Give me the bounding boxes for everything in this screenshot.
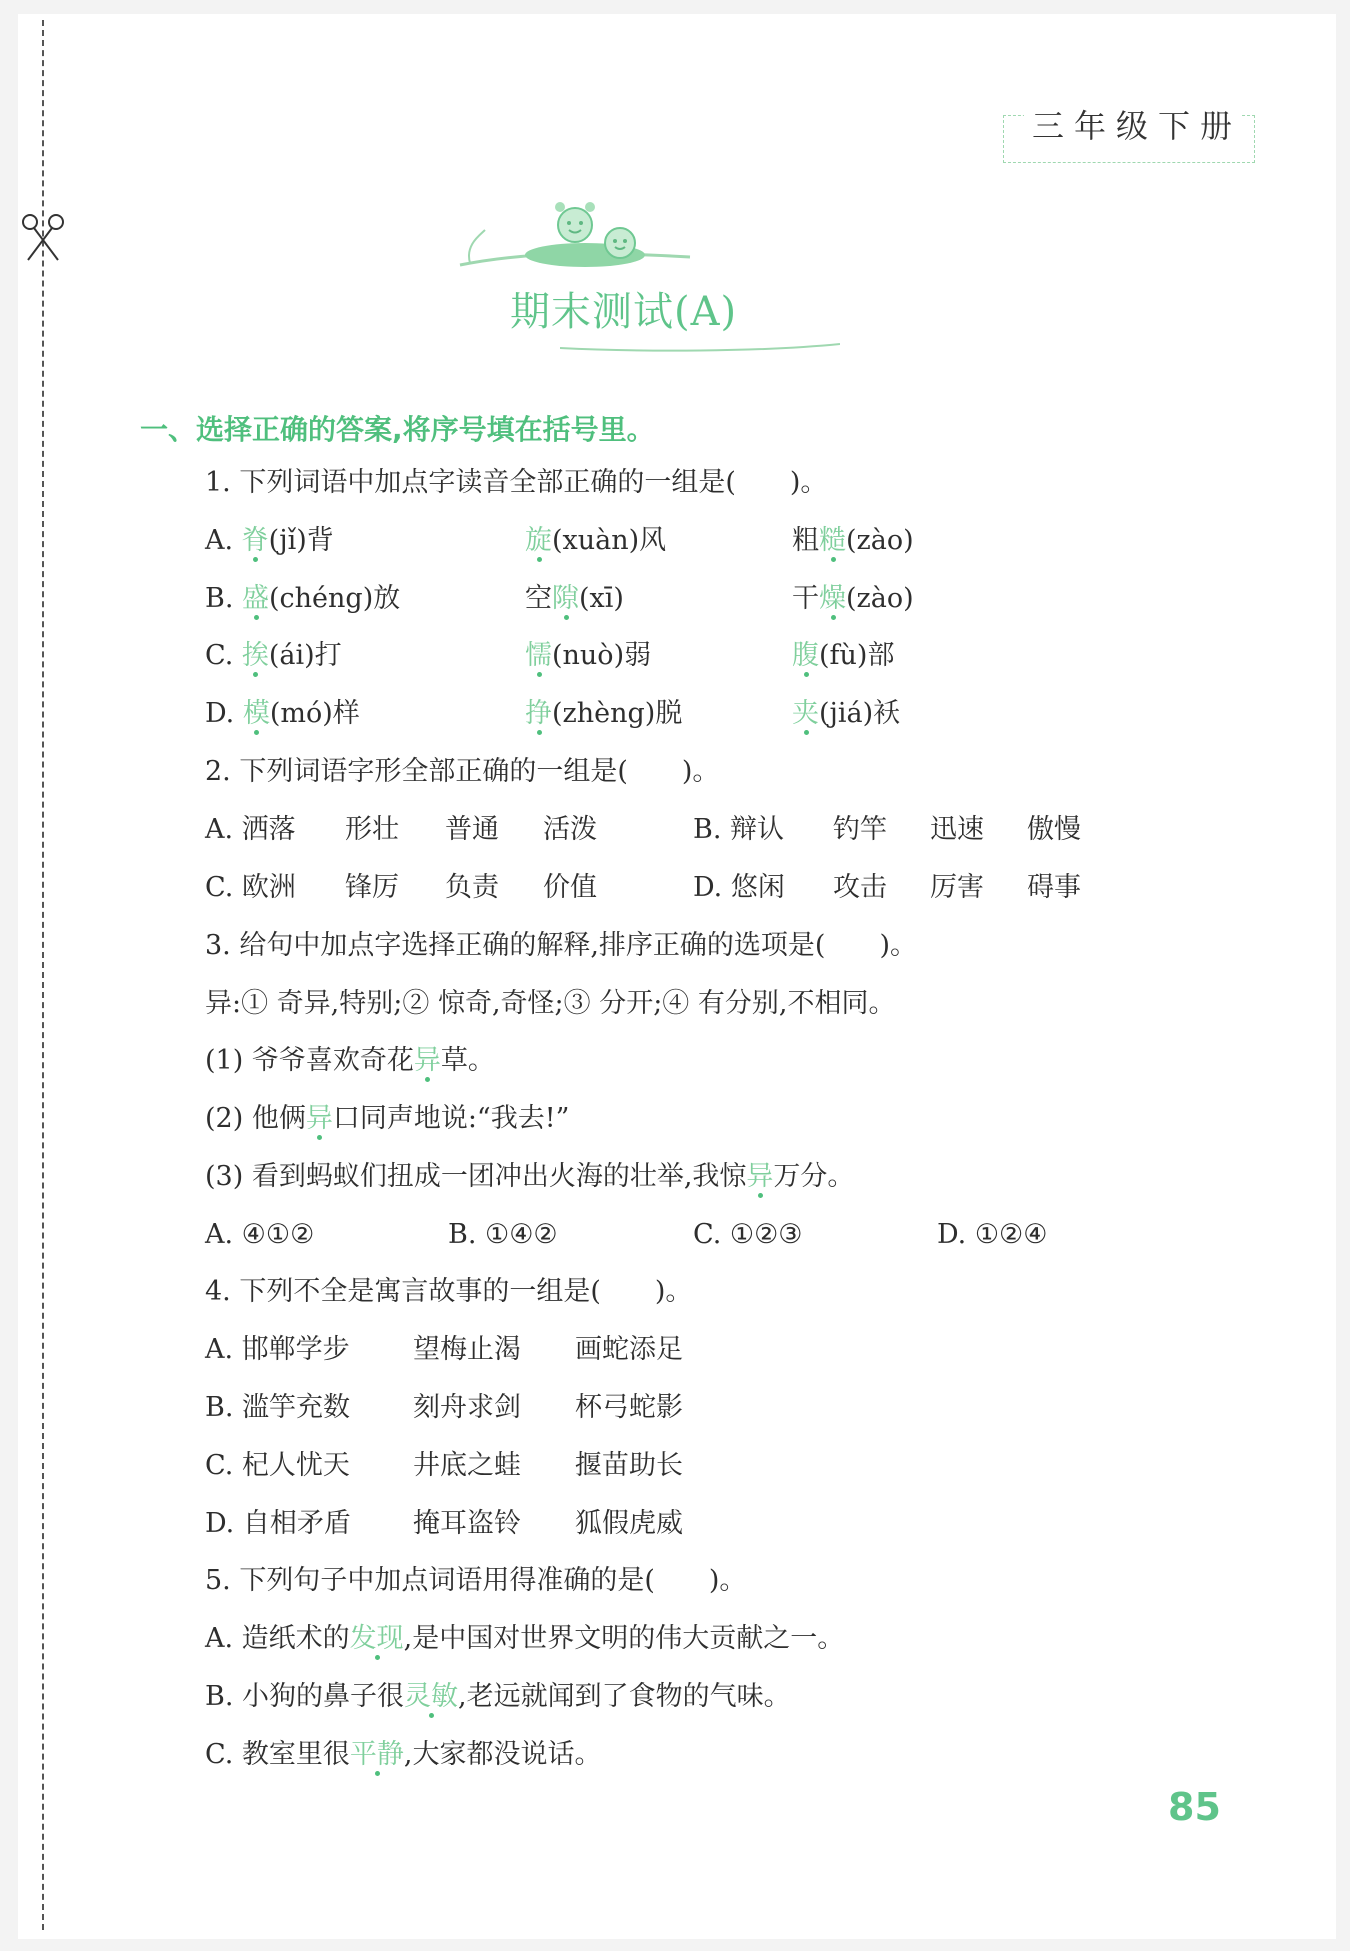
q2-word: 锋厉 xyxy=(345,872,399,903)
q2-word: 价值 xyxy=(543,872,597,903)
q2-word: 攻击 xyxy=(833,872,887,903)
q4-idiom: C. 杞人忧天 xyxy=(205,1450,350,1481)
q1-c-item-2: 懦(nuò)弱 xyxy=(525,640,652,671)
q1-c-item-3: 腹(fù)部 xyxy=(792,640,895,671)
q2-word: 傲慢 xyxy=(1027,814,1081,845)
question-5-stem: 5. 下列句子中加点词语用得准确的是( )。 xyxy=(205,1565,747,1596)
q2-word: 碍事 xyxy=(1027,872,1081,903)
q1-d-item-1: D. 模(mó)样 xyxy=(205,698,360,729)
q4-idiom: 揠苗助长 xyxy=(575,1450,683,1481)
q1-b-item-3: 干燥(zào) xyxy=(792,583,914,614)
question-3-stem: 3. 给句中加点字选择正确的解释,排序正确的选项是( )。 xyxy=(205,930,917,961)
q1-option-row xyxy=(205,579,1005,619)
question-4-stem: 4. 下列不全是寓言故事的一组是( )。 xyxy=(205,1276,693,1307)
q4-option-row xyxy=(205,1330,905,1370)
q4-option-row xyxy=(205,1388,905,1428)
q4-idiom: 刻舟求剑 xyxy=(413,1392,521,1423)
question-1-stem: 1. 下列词语中加点字读音全部正确的一组是( )。 xyxy=(205,467,828,498)
title-underline xyxy=(560,338,840,358)
q5-option-c: C. 教室里很平静,大家都没说话。 xyxy=(205,1739,602,1770)
q2-word: 厉害 xyxy=(930,872,984,903)
q3-definitions: 异:① 奇异,特别;② 惊奇,奇怪;③ 分开;④ 有分别,不相同。 xyxy=(205,988,896,1019)
q2-option-row xyxy=(205,810,1105,850)
q2-word: 钓竿 xyxy=(833,814,887,845)
q2-word: 形壮 xyxy=(345,814,399,845)
q3-options xyxy=(205,1215,1105,1255)
q1-d-item-3: 夹(jiá)袄 xyxy=(792,698,901,729)
q2-word: D. 悠闲 xyxy=(693,872,785,903)
q3-sentence-1: (1) 爷爷喜欢奇花异草。 xyxy=(205,1045,495,1076)
q4-idiom: 杯弓蛇影 xyxy=(575,1392,683,1423)
q2-word: 迅速 xyxy=(930,814,984,845)
q1-option-row xyxy=(205,636,1005,676)
q1-b-item-1: B. 盛(chéng)放 xyxy=(205,583,401,614)
q2-word: B. 辩认 xyxy=(693,814,785,845)
q4-idiom: D. 自相矛盾 xyxy=(205,1508,351,1539)
q1-a-item-3: 粗糙(zào) xyxy=(792,525,914,556)
q1-a-item-1: A. 脊(jǐ)背 xyxy=(205,525,334,556)
scissors-icon xyxy=(18,210,68,266)
q4-option-row xyxy=(205,1446,905,1486)
children-illustration-icon xyxy=(450,195,700,285)
grade-label: 三年级下册 xyxy=(1003,115,1255,163)
q1-a-item-2: 旋(xuàn)风 xyxy=(525,525,667,556)
q4-idiom: 画蛇添足 xyxy=(575,1334,683,1365)
q2-word: 负责 xyxy=(445,872,499,903)
page-title: 期末测试(A) xyxy=(510,289,738,335)
q5-option-b: B. 小狗的鼻子很灵敏,老远就闻到了食物的气味。 xyxy=(205,1681,791,1712)
q4-idiom: A. 邯郸学步 xyxy=(205,1334,350,1365)
q3-option-a: A. ④①② xyxy=(205,1219,315,1250)
q4-idiom: B. 滥竽充数 xyxy=(205,1392,351,1423)
q3-sentence-2: (2) 他俩异口同声地说:“我去!” xyxy=(205,1103,570,1134)
q1-option-row xyxy=(205,521,1005,561)
q4-idiom: 狐假虎威 xyxy=(575,1508,683,1539)
q2-option-row xyxy=(205,868,1105,908)
page-number: 85 xyxy=(1168,1785,1221,1829)
q4-idiom: 掩耳盗铃 xyxy=(413,1508,521,1539)
q3-option-b: B. ①④② xyxy=(448,1219,558,1250)
q4-option-row xyxy=(205,1504,905,1544)
q3-option-d: D. ①②④ xyxy=(937,1219,1048,1250)
q1-c-item-1: C. 挨(ái)打 xyxy=(205,640,342,671)
q2-word: 普通 xyxy=(445,814,499,845)
q1-d-item-2: 挣(zhèng)脱 xyxy=(525,698,683,729)
q5-option-a: A. 造纸术的发现,是中国对世界文明的伟大贡献之一。 xyxy=(205,1623,845,1654)
q3-sentence-3: (3) 看到蚂蚁们扭成一团冲出火海的壮举,我惊异万分。 xyxy=(205,1161,855,1192)
q3-option-c: C. ①②③ xyxy=(693,1219,803,1250)
q2-word: C. 欧洲 xyxy=(205,872,296,903)
q1-b-item-2: 空隙(xī) xyxy=(525,583,624,614)
q1-option-row xyxy=(205,694,1005,734)
section-heading: 一、选择正确的答案,将序号填在括号里。 xyxy=(140,413,655,446)
q4-idiom: 井底之蛙 xyxy=(413,1450,521,1481)
q2-word: 活泼 xyxy=(543,814,597,845)
q4-idiom: 望梅止渴 xyxy=(413,1334,521,1365)
q2-word: A. 洒落 xyxy=(205,814,296,845)
cut-line xyxy=(42,20,44,1930)
question-2-stem: 2. 下列词语字形全部正确的一组是( )。 xyxy=(205,756,720,787)
